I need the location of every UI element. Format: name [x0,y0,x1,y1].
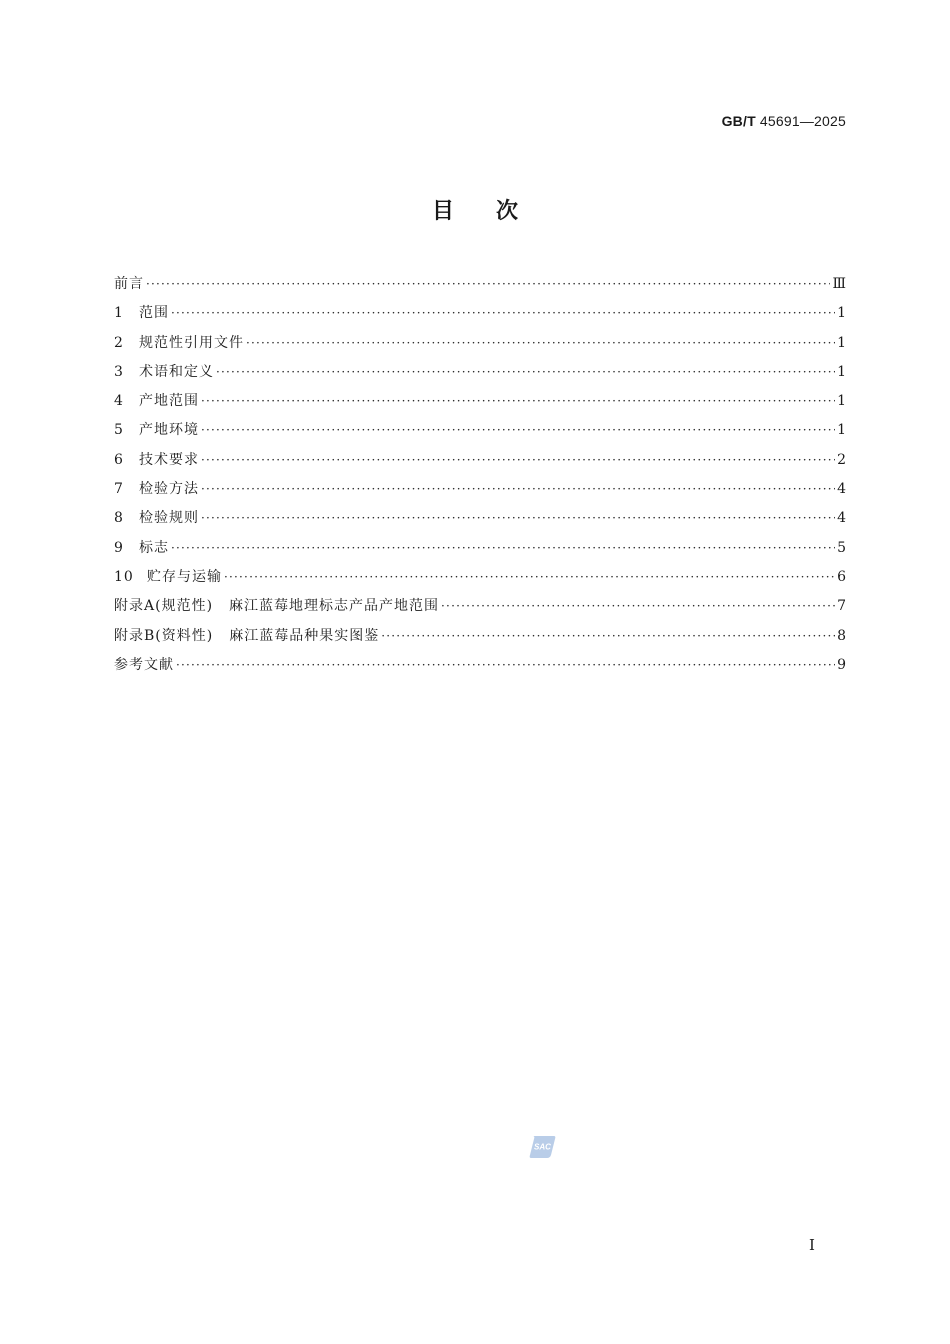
toc-section-title: 贮存与运输 [147,568,222,585]
toc-entry-label [114,387,199,416]
toc-entry-label [114,416,199,445]
toc-entry-4[interactable] [114,387,846,416]
toc-leader-dots [201,446,835,475]
toc-section-number: 1 [114,305,124,322]
toc-leader-dots [201,416,835,445]
toc-entry-2[interactable] [114,329,846,358]
toc-section-title: 检验方法 [139,481,199,498]
toc-appendix-title: 麻江蓝莓地理标志产品产地范围 [229,598,440,615]
toc-leader-dots [171,299,835,328]
toc-section-number: 4 [114,393,124,410]
toc-section-title: 技术要求 [139,451,199,468]
toc-entry-page: Ⅲ [832,276,846,292]
toc-entry-label [114,592,439,621]
toc-entry-appendix-b[interactable] [114,622,846,651]
toc-entry-label [114,504,199,533]
toc-leader-dots [201,475,835,504]
toc-entry-7[interactable] [114,475,846,504]
toc-section-number: 3 [114,363,124,380]
toc-appendix-prefix: 附录A(规范性) [114,598,214,615]
toc-leader-dots [441,592,835,621]
toc-leader-dots [216,358,835,387]
toc-section-number: 6 [114,451,124,468]
toc-entry-page: 8 [837,627,846,644]
standard-number: 45691—2025 [759,113,846,129]
toc-leader-dots [224,563,835,592]
toc-entry-page: 1 [837,305,846,322]
toc-entry-label [114,534,169,563]
toc-section-title: 标志 [139,539,169,556]
toc-section-title: 检验规则 [139,510,199,527]
toc-section-title: 术语和定义 [139,363,214,380]
toc-leader-dots [171,534,835,563]
toc-section-number: 9 [114,539,124,556]
toc-entry-page: 1 [837,334,846,351]
toc-section-number: 2 [114,334,124,351]
toc-entry-label [114,329,244,358]
toc-entry-label [114,622,379,651]
toc-entry-label [114,475,199,504]
toc-entry-page: 7 [837,598,846,615]
toc-leader-dots [201,387,835,416]
table-of-contents [114,270,846,680]
sac-logo-icon [529,1134,556,1159]
toc-leader-dots [381,622,835,651]
toc-leader-dots [201,504,835,533]
toc-entry-3[interactable] [114,358,846,387]
toc-entry-6[interactable] [114,446,846,475]
page-number: I [809,1236,815,1254]
toc-appendix-prefix: 附录B(资料性) [114,627,214,644]
toc-section-title: 范围 [139,305,169,322]
toc-leader-dots [146,270,830,299]
toc-entry-page: 9 [837,656,846,673]
toc-entry-5[interactable] [114,416,846,445]
toc-entry-page: 2 [837,451,846,468]
toc-entry-label [114,446,199,475]
toc-entry-10[interactable] [114,563,846,592]
toc-entry-label: 前言 [114,276,144,292]
toc-entry-8[interactable] [114,504,846,533]
toc-section-number: 8 [114,510,124,527]
page-title: 目次 [431,199,560,224]
toc-entry-9[interactable] [114,534,846,563]
toc-appendix-title: 麻江蓝莓品种果实图鉴 [229,627,380,644]
toc-entry-label [114,358,214,387]
toc-entry-references[interactable] [114,651,846,680]
standard-prefix: GB/T [721,113,756,129]
toc-section-number: 7 [114,481,124,498]
toc-entry-label: 参考文献 [114,656,174,673]
toc-entry-label [114,563,222,592]
toc-section-number: 5 [114,422,124,439]
standard-code [722,113,846,129]
toc-leader-dots [246,329,835,358]
toc-section-title: 产地环境 [139,422,199,439]
toc-entry-page: 5 [837,539,846,556]
toc-entry-page: 1 [837,422,846,439]
toc-entry-page: 4 [837,510,846,527]
toc-entry-page: 1 [837,363,846,380]
toc-section-number: 10 [114,568,134,585]
toc-leader-dots [176,651,835,680]
toc-entry-appendix-a[interactable] [114,592,846,621]
toc-section-title: 产地范围 [139,393,199,410]
toc-entry-foreword[interactable] [114,270,846,299]
toc-entry-page: 1 [837,393,846,410]
toc-section-title: 规范性引用文件 [139,334,244,351]
toc-entry-1[interactable] [114,299,846,328]
toc-entry-page: 6 [837,568,846,585]
toc-entry-page: 4 [837,481,846,498]
sac-logo-text: SAC [534,1142,551,1152]
toc-entry-label [114,299,169,328]
